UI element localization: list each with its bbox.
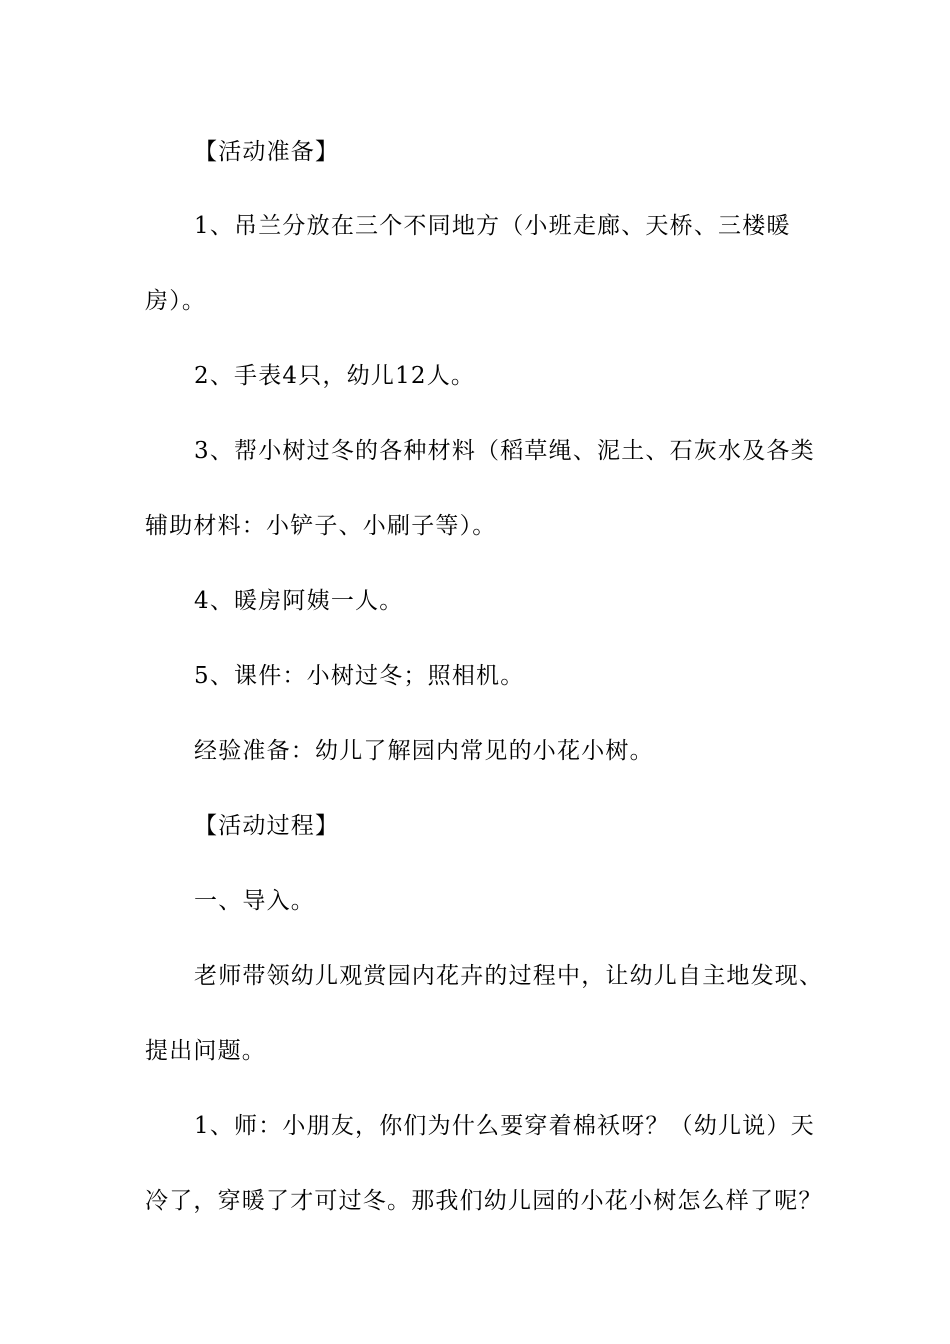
paragraph-line: 冷了，穿暖了才可过冬。那我们幼儿园的小花小树怎么样了呢？ <box>145 1188 823 1214</box>
paragraph-line: 老师带领幼儿观赏园内花卉的过程中，让幼儿自主地发现、 <box>194 963 824 989</box>
paragraph-line: 1、吊兰分放在三个不同地方（小班走廊、天桥、三楼暖 <box>194 213 791 239</box>
paragraph-line: 1、师：小朋友，你们为什么要穿着棉袄呀？（幼儿说）天 <box>194 1113 815 1139</box>
paragraph-line: 3、帮小树过冬的各种材料（稻草绳、泥土、石灰水及各类 <box>194 438 815 464</box>
section-heading-activity-preparation: 【活动准备】 <box>194 139 340 165</box>
paragraph-line: 2、手表4只，幼儿12人。 <box>194 363 476 389</box>
paragraph-line: 房）。 <box>145 288 207 314</box>
paragraph-line: 经验准备：幼儿了解园内常见的小花小树。 <box>194 738 654 764</box>
paragraph-line: 5、课件：小树过冬；照相机。 <box>194 663 525 689</box>
subsection-heading: 一、导入。 <box>194 888 315 914</box>
paragraph-line: 提出问题。 <box>145 1038 266 1064</box>
paragraph-line: 辅助材料：小铲子、小刷子等）。 <box>145 513 497 539</box>
paragraph-line: 4、暖房阿姨一人。 <box>194 588 404 614</box>
section-heading-activity-process: 【活动过程】 <box>194 813 340 839</box>
